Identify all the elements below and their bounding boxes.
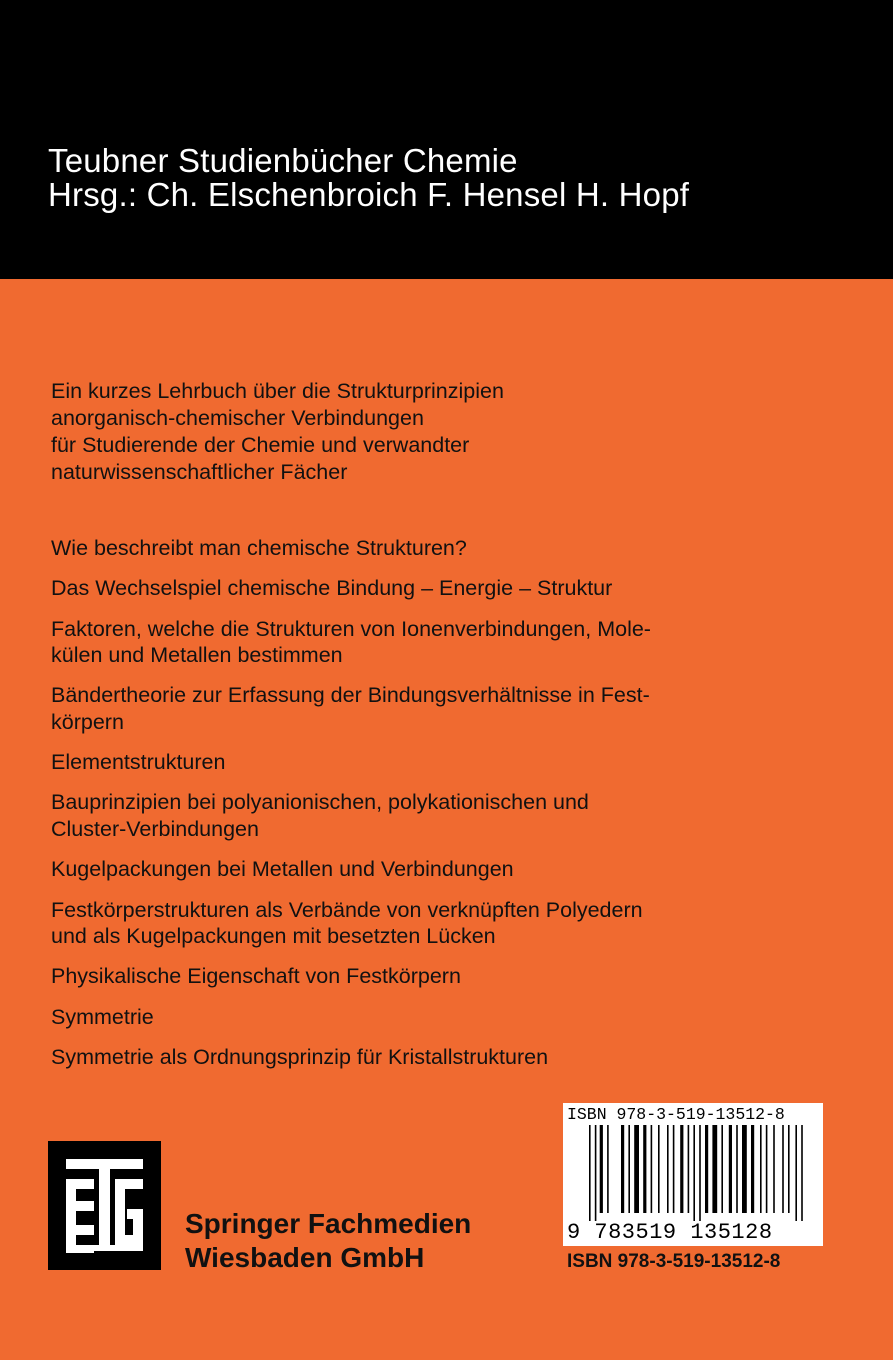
topic-line: körpern: [51, 709, 124, 734]
barcode-box: [563, 1103, 823, 1246]
topic-line: und als Kugelpackungen mit besetzten Lücken: [51, 924, 496, 949]
topic-line: Symmetrie als Ordnungsprinzip für Kristallstrukturen: [51, 1044, 549, 1069]
barcode-bar: [795, 1125, 797, 1221]
topic-line: Cluster-Verbindungen: [51, 816, 259, 841]
topic-line: Physikalische Eigenschaft von Festkörpern: [51, 964, 461, 989]
topic-line: Das Wechselspiel chemische Bindung – Energie – Struktur: [51, 576, 613, 601]
barcode-bar: [621, 1125, 624, 1213]
barcode-bar: [693, 1125, 695, 1221]
barcode-bar: [680, 1125, 683, 1213]
intro-line: für Studierende der Chemie und verwandter: [51, 433, 470, 457]
topic-line: külen und Metallen bestimmen: [51, 643, 343, 668]
series-title: Teubner Studienbücher Chemie: [48, 142, 518, 179]
topic-item: [51, 897, 741, 950]
editors-line: Hrsg.: Ch. Elschenbroich F. Hensel H. Hopf: [48, 176, 690, 213]
topic-line: Elementstrukturen: [51, 750, 226, 775]
isbn-label: ISBN 978-3-519-13512-8: [567, 1251, 781, 1272]
barcode-bar: [673, 1125, 675, 1213]
topic-item: [51, 1004, 741, 1031]
topic-line: Faktoren, welche die Strukturen von Ionenverbindungen, Mole-: [51, 616, 651, 641]
publisher-name: [185, 1207, 471, 1275]
barcode-bar: [760, 1125, 762, 1213]
topic-item: [51, 1044, 741, 1071]
barcode-bar: [607, 1125, 609, 1213]
topic-line: Festkörperstrukturen als Verbände von verknüpften Polyedern: [51, 897, 643, 922]
topic-line: Bauprinzipien bei polyanionischen, polykationischen und: [51, 790, 589, 815]
barcode-bar: [782, 1125, 784, 1213]
intro-line: naturwissenschaftlicher Fächer: [51, 460, 348, 484]
barcode-bar: [595, 1125, 597, 1221]
barcode-bars: [589, 1125, 819, 1221]
barcode-bar: [658, 1125, 660, 1213]
topic-line: Kugelpackungen bei Metallen und Verbindungen: [51, 857, 514, 882]
publisher-line: Springer Fachmedien: [185, 1208, 472, 1239]
barcode-bar: [600, 1125, 603, 1213]
topic-line: Wie beschreibt man chemische Strukturen?: [51, 536, 467, 560]
barcode-bar: [699, 1125, 701, 1221]
barcode-bar: [766, 1125, 768, 1213]
intro-paragraph: [51, 378, 504, 486]
barcode-bar: [634, 1125, 639, 1213]
barcode-bar: [801, 1125, 803, 1221]
barcode-bar: [688, 1125, 690, 1213]
topic-line: Symmetrie: [51, 1004, 154, 1029]
barcode-bar: [589, 1125, 591, 1221]
topic-item: [51, 789, 741, 842]
topic-item: [51, 963, 741, 990]
topic-item: [51, 535, 741, 562]
topic-list: [51, 535, 741, 1084]
barcode-bar: [667, 1125, 669, 1213]
barcode-bar: [773, 1125, 775, 1213]
logo-mark: [48, 1141, 161, 1270]
topic-item: [51, 682, 741, 735]
barcode-isbn-top: ISBN 978-3-519-13512-8: [567, 1105, 785, 1124]
topic-item: [51, 575, 741, 602]
intro-line: anorganisch-chemischer Verbindungen: [51, 406, 424, 430]
teubner-tbg-logo-icon: [48, 1141, 161, 1270]
topic-item: [51, 749, 741, 776]
barcode-bar: [788, 1125, 790, 1213]
topic-item: [51, 856, 741, 883]
barcode-bar: [742, 1125, 747, 1213]
intro-line: Ein kurzes Lehrbuch über die Strukturprinzipien: [51, 379, 504, 403]
barcode-bar: [721, 1125, 723, 1213]
publisher-line: Wiesbaden GmbH: [185, 1242, 425, 1273]
barcode-bar: [705, 1125, 708, 1213]
barcode-bar: [751, 1125, 754, 1213]
topic-line: Bändertheorie zur Erfassung der Bindungsverhältnisse in Fest-: [51, 683, 650, 708]
barcode-bar: [651, 1125, 653, 1213]
barcode-bar: [643, 1125, 646, 1213]
barcode-bar: [712, 1125, 717, 1213]
topic-item: [51, 616, 741, 669]
barcode-digits: 9 783519 135128: [567, 1220, 773, 1245]
barcode-bar: [729, 1125, 732, 1213]
header-band: [0, 0, 893, 279]
barcode-bar: [628, 1125, 630, 1213]
barcode-bar: [736, 1125, 738, 1213]
